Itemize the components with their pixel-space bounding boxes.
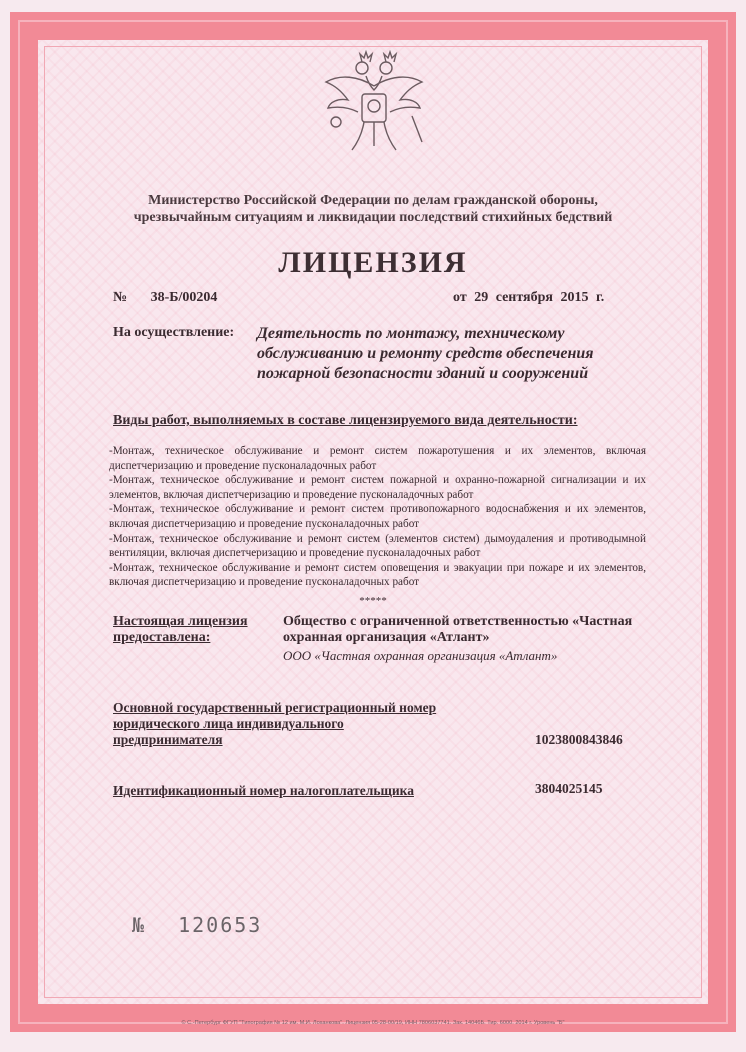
serial-label: № — [132, 913, 147, 937]
double-headed-eagle-icon — [318, 46, 430, 158]
list-item: -Монтаж, техническое обслуживание и ремонт систем (элементов систем) дымоудаления и противодымной вентиляции, включая диспетчеризацию и проведение пусконаладочных работ — [109, 532, 646, 560]
holder-short-name: ООО «Частная охранная организация «Атлант» — [283, 648, 558, 663]
serial-number — [132, 913, 262, 937]
license-number — [113, 290, 217, 306]
list-item: -Монтаж, техническое обслуживание и ремонт систем пожаротушения и их элементов, включая диспетчеризацию и проведение пусконаладочных работ — [109, 445, 646, 472]
number-label: № — [113, 290, 128, 305]
holder-name: Общество с ограниченной ответственностью «Частная охранная организация «Атлант» — [283, 614, 633, 645]
document-title: ЛИЦЕНЗИЯ — [278, 246, 468, 279]
inn-value: 3804025145 — [535, 781, 603, 796]
ogrn-label: Основной государственный регистрационный номер юридического лица индивидуального предпринимателя — [113, 700, 437, 747]
list-item: -Монтаж, техническое обслуживание и ремонт систем противопожарного водоснабжения и их элементов, включая диспетчеризацию и проведение пусконаладочных работ — [109, 503, 646, 530]
inn-label: Идентификационный номер налогоплательщика — [113, 783, 414, 798]
holder-label: Настоящая лицензия предоставлена: — [113, 614, 248, 645]
list-item: -Монтаж, техническое обслуживание и ремонт систем оповещения и эвакуации при пожаре и их элементов, включая диспетчеризацию и проведение пусконаладочных работ — [109, 561, 646, 589]
works-list — [109, 444, 646, 590]
list-item: -Монтаж, техническое обслуживание и ремонт систем пожарной и охранно-пожарной сигнализации и их элементов, включая диспетчеризацию и проведение пусконаладочных работ — [109, 474, 646, 501]
number-value: 38-Б/00204 — [150, 290, 218, 305]
ministry-name: Министерство Российской Федерации по делам гражданской обороны, чрезвычайным ситуациям и ликвидации последствий стихийных бедствий — [133, 193, 613, 225]
printer-footer: © С.-Петербург ФГУП "Типография № 12 им. М.И. Лоханкова". Лицензия 05-28-00/19, ИНН 7806037741. Зак. 14046Б. Тир. 6000. 2014 г. Уровень "Б" — [181, 1020, 565, 1026]
separator: ***** — [359, 595, 387, 607]
serial-value: 120653 — [178, 913, 263, 937]
purpose-text: Деятельность по монтажу, техническому обслуживанию и ремонту средств обеспечения пожарной безопасности зданий и сооружений — [257, 325, 594, 382]
works-heading: Виды работ, выполняемых в составе лицензируемого вида деятельности: — [113, 413, 578, 428]
ogrn-value: 1023800843846 — [535, 732, 623, 747]
purpose-label: На осуществление: — [113, 325, 235, 340]
license-date: от 29 сентября 2015 г. — [453, 290, 605, 305]
